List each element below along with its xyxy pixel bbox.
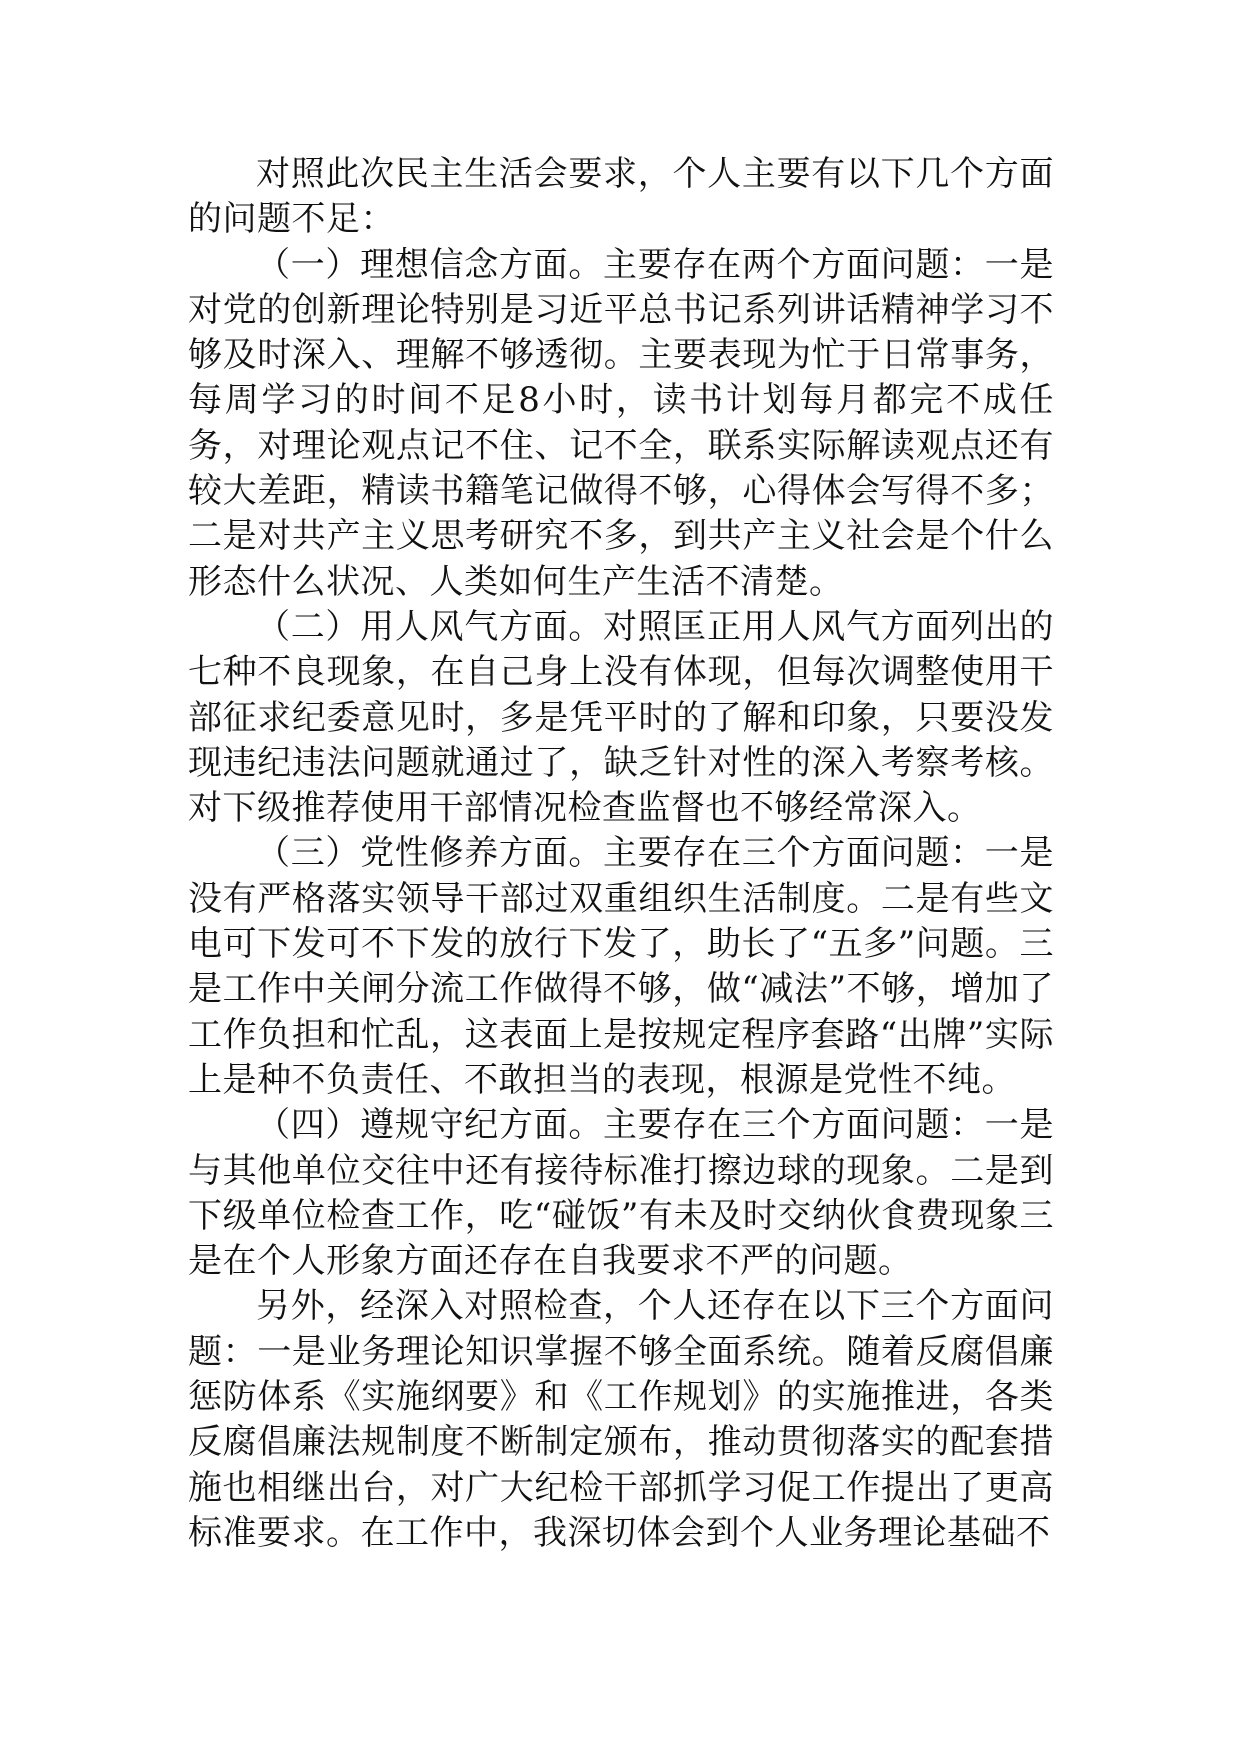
- document-body: [188, 152, 1054, 1556]
- additional-issues-paragraph: 另外，经深入对照检查，个人还存在以下三个方面问题：一是业务理论知识掌握不够全面系统。随着反腐倡廉惩防体系《实施纲要》和《工作规划》的实施推进，各类反腐倡廉法规制度不断制定颁布，推动贯彻落实的配套措施也相继出台，对广大纪检干部抓学习促工作提出了更高标准要求。在工作中，我深切体会到个人业务理论基础不: [188, 1286, 1054, 1553]
- intro-paragraph: 对照此次民主生活会要求，个人主要有以下几个方面的问题不足：: [188, 154, 1054, 240]
- section-party-spirit-paragraph: （三）党性修养方面。主要存在三个方面问题：一是没有严格落实领导干部过双重组织生活制度。二是有些文电可下发可不下发的放行下发了，助长了“五多”问题。三是工作中关闸分流工作做得不够，做“减法”不够，增加了工作负担和忙乱，这表面上是按规定程序套路“出牌”实际上是种不负责任、不敢担当的表现，根源是党性不纯。: [188, 833, 1054, 1100]
- section-ideals-paragraph: （一）理想信念方面。主要存在两个方面问题：一是对党的创新理论特别是习近平总书记系列讲话精神学习不够及时深入、理解不够透彻。主要表现为忙于日常事务，每周学习的时间不足8小时，读书计划每月都完不成任务，对理论观点记不住、记不全，联系实际解读观点还有较大差距，精读书籍笔记做得不够，心得体会写得不多；二是对共产主义思考研究不多，到共产主义社会是个什么形态什么状况、人类如何生产生活不清楚。: [188, 244, 1054, 602]
- section-personnel-paragraph: （二）用人风气方面。对照匡正用人风气方面列出的七种不良现象，在自己身上没有体现，但每次调整使用干部征求纪委意见时，多是凭平时的了解和印象，只要没发现违纪违法问题就通过了，缺乏针对性的深入考察考核。对下级推荐使用干部情况检查监督也不够经常深入。: [188, 606, 1054, 829]
- section-discipline-paragraph: （四）遵规守纪方面。主要存在三个方面问题：一是与其他单位交往中还有接待标准打擦边球的现象。二是到下级单位检查工作，吃“碰饭”有未及时交纳伙食费现象三是在个人形象方面还存在自我要求不严的问题。: [188, 1105, 1054, 1282]
